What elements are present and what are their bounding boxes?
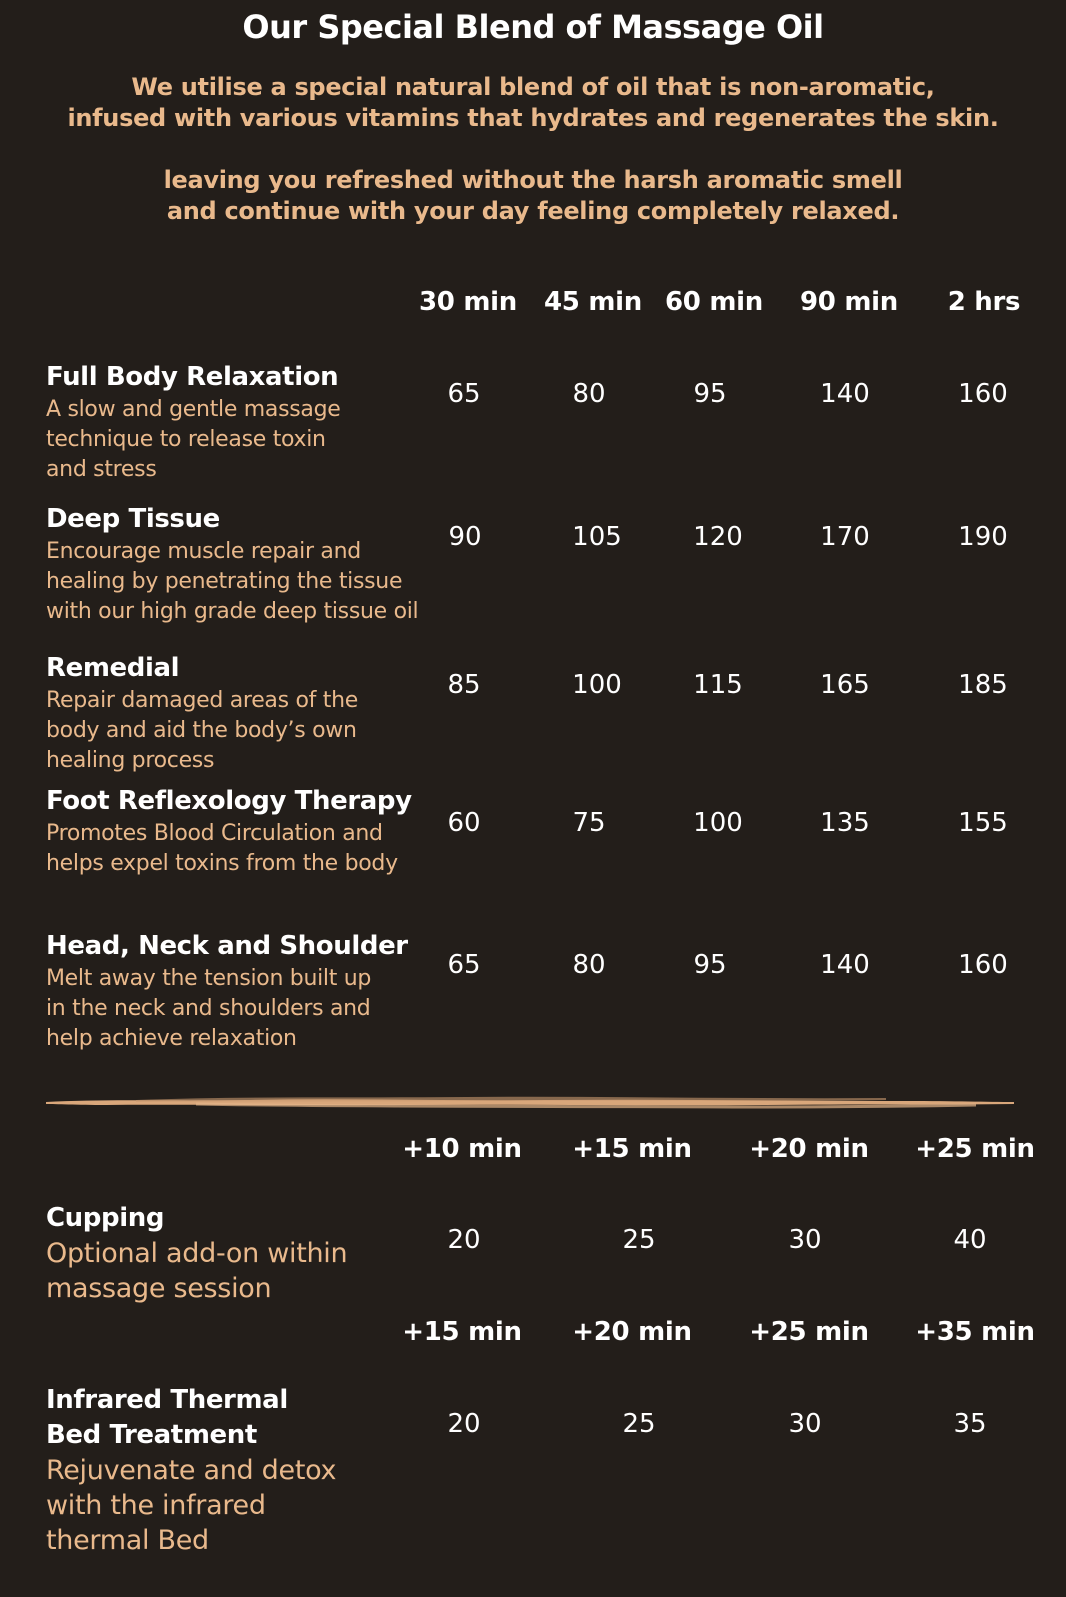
service-head-neck-shoulder [46, 929, 446, 1054]
price-cell: 90 [448, 522, 482, 552]
price-cell: 160 [958, 950, 1008, 980]
price-cell: 140 [820, 950, 870, 980]
price-cell: 25 [622, 1409, 656, 1439]
addon-duration-header: +15 min [402, 1317, 522, 1347]
price-cell: 40 [953, 1225, 987, 1255]
duration-header-60: 60 min [665, 287, 763, 317]
price-cell: 80 [572, 379, 606, 409]
price-cell: 185 [958, 670, 1008, 700]
price-cell: 95 [693, 379, 727, 409]
price-cell: 80 [572, 950, 606, 980]
addon-duration-header: +20 min [572, 1317, 692, 1347]
service-description: Promotes Blood Circulation and helps expel toxins from the body [46, 821, 398, 876]
service-name: Full Body Relaxation [46, 362, 339, 392]
service-deep-tissue [46, 502, 446, 627]
service-description: Optional add-on within massage session [46, 1238, 348, 1304]
price-cell: 120 [693, 522, 743, 552]
price-cell: 160 [958, 379, 1008, 409]
price-cell: 35 [953, 1409, 987, 1439]
addon-cupping [46, 1201, 446, 1306]
price-cell: 95 [693, 950, 727, 980]
intro-line: and continue with your day feeling completely relaxed. [166, 197, 900, 225]
price-cell: 60 [447, 808, 481, 838]
addon-duration-header: +25 min [915, 1134, 1035, 1164]
price-cell: 20 [447, 1225, 481, 1255]
service-full-body-relaxation [46, 360, 446, 485]
price-cell: 85 [447, 670, 481, 700]
price-cell: 65 [447, 950, 481, 980]
intro-line: infused with various vitamins that hydrates and regenerates the skin. [67, 104, 999, 132]
addon-duration-header: +35 min [915, 1317, 1035, 1347]
service-description: A slow and gentle massage technique to release toxin and stress [46, 397, 341, 482]
price-cell: 190 [958, 522, 1008, 552]
price-cell: 25 [622, 1225, 656, 1255]
intro-paragraph-2 [0, 165, 1066, 227]
price-cell: 115 [693, 670, 743, 700]
price-cell: 165 [820, 670, 870, 700]
price-cell: 30 [788, 1409, 822, 1439]
price-cell: 155 [958, 808, 1008, 838]
service-name: Foot Reflexology Therapy [46, 786, 412, 816]
price-cell: 65 [447, 379, 481, 409]
intro-line: leaving you refreshed without the harsh aromatic smell [163, 166, 903, 194]
intro-paragraph [0, 72, 1066, 134]
price-cell: 135 [820, 808, 870, 838]
addon-infrared-thermal-bed [46, 1383, 446, 1558]
service-name: Deep Tissue [46, 504, 220, 534]
service-description: Repair damaged areas of the body and aid the body’s own healing process [46, 688, 358, 773]
duration-header-30: 30 min [419, 287, 517, 317]
service-remedial [46, 651, 446, 776]
duration-header-90: 90 min [800, 287, 898, 317]
addon-duration-header: +15 min [572, 1134, 692, 1164]
intro-line: We utilise a special natural blend of oil that is non-aromatic, [131, 73, 935, 101]
price-cell: 20 [447, 1409, 481, 1439]
service-description: Melt away the tension built up in the neck and shoulders and help achieve relaxation [46, 966, 372, 1051]
service-name: Bed Treatment [46, 1420, 257, 1450]
service-name: Infrared Thermal [46, 1385, 288, 1415]
price-cell: 30 [788, 1225, 822, 1255]
service-name: Remedial [46, 653, 180, 683]
price-cell: 170 [820, 522, 870, 552]
price-cell: 140 [820, 379, 870, 409]
service-name: Cupping [46, 1203, 165, 1233]
duration-header-2hrs: 2 hrs [947, 287, 1021, 317]
duration-header-45: 45 min [544, 287, 642, 317]
brush-divider [46, 1092, 1014, 1112]
price-cell: 105 [572, 522, 622, 552]
service-name: Head, Neck and Shoulder [46, 931, 408, 961]
price-cell: 100 [693, 808, 743, 838]
page-title: Our Special Blend of Massage Oil [242, 8, 824, 46]
service-description: Encourage muscle repair and healing by penetrating the tissue with our high grade deep tissue oil [46, 539, 419, 624]
service-description: Rejuvenate and detox with the infrared thermal Bed [46, 1455, 337, 1556]
service-foot-reflexology [46, 784, 446, 879]
price-cell: 75 [572, 808, 606, 838]
addon-duration-header: +20 min [749, 1134, 869, 1164]
addon-duration-header: +10 min [402, 1134, 522, 1164]
addon-duration-header: +25 min [749, 1317, 869, 1347]
price-cell: 100 [572, 670, 622, 700]
